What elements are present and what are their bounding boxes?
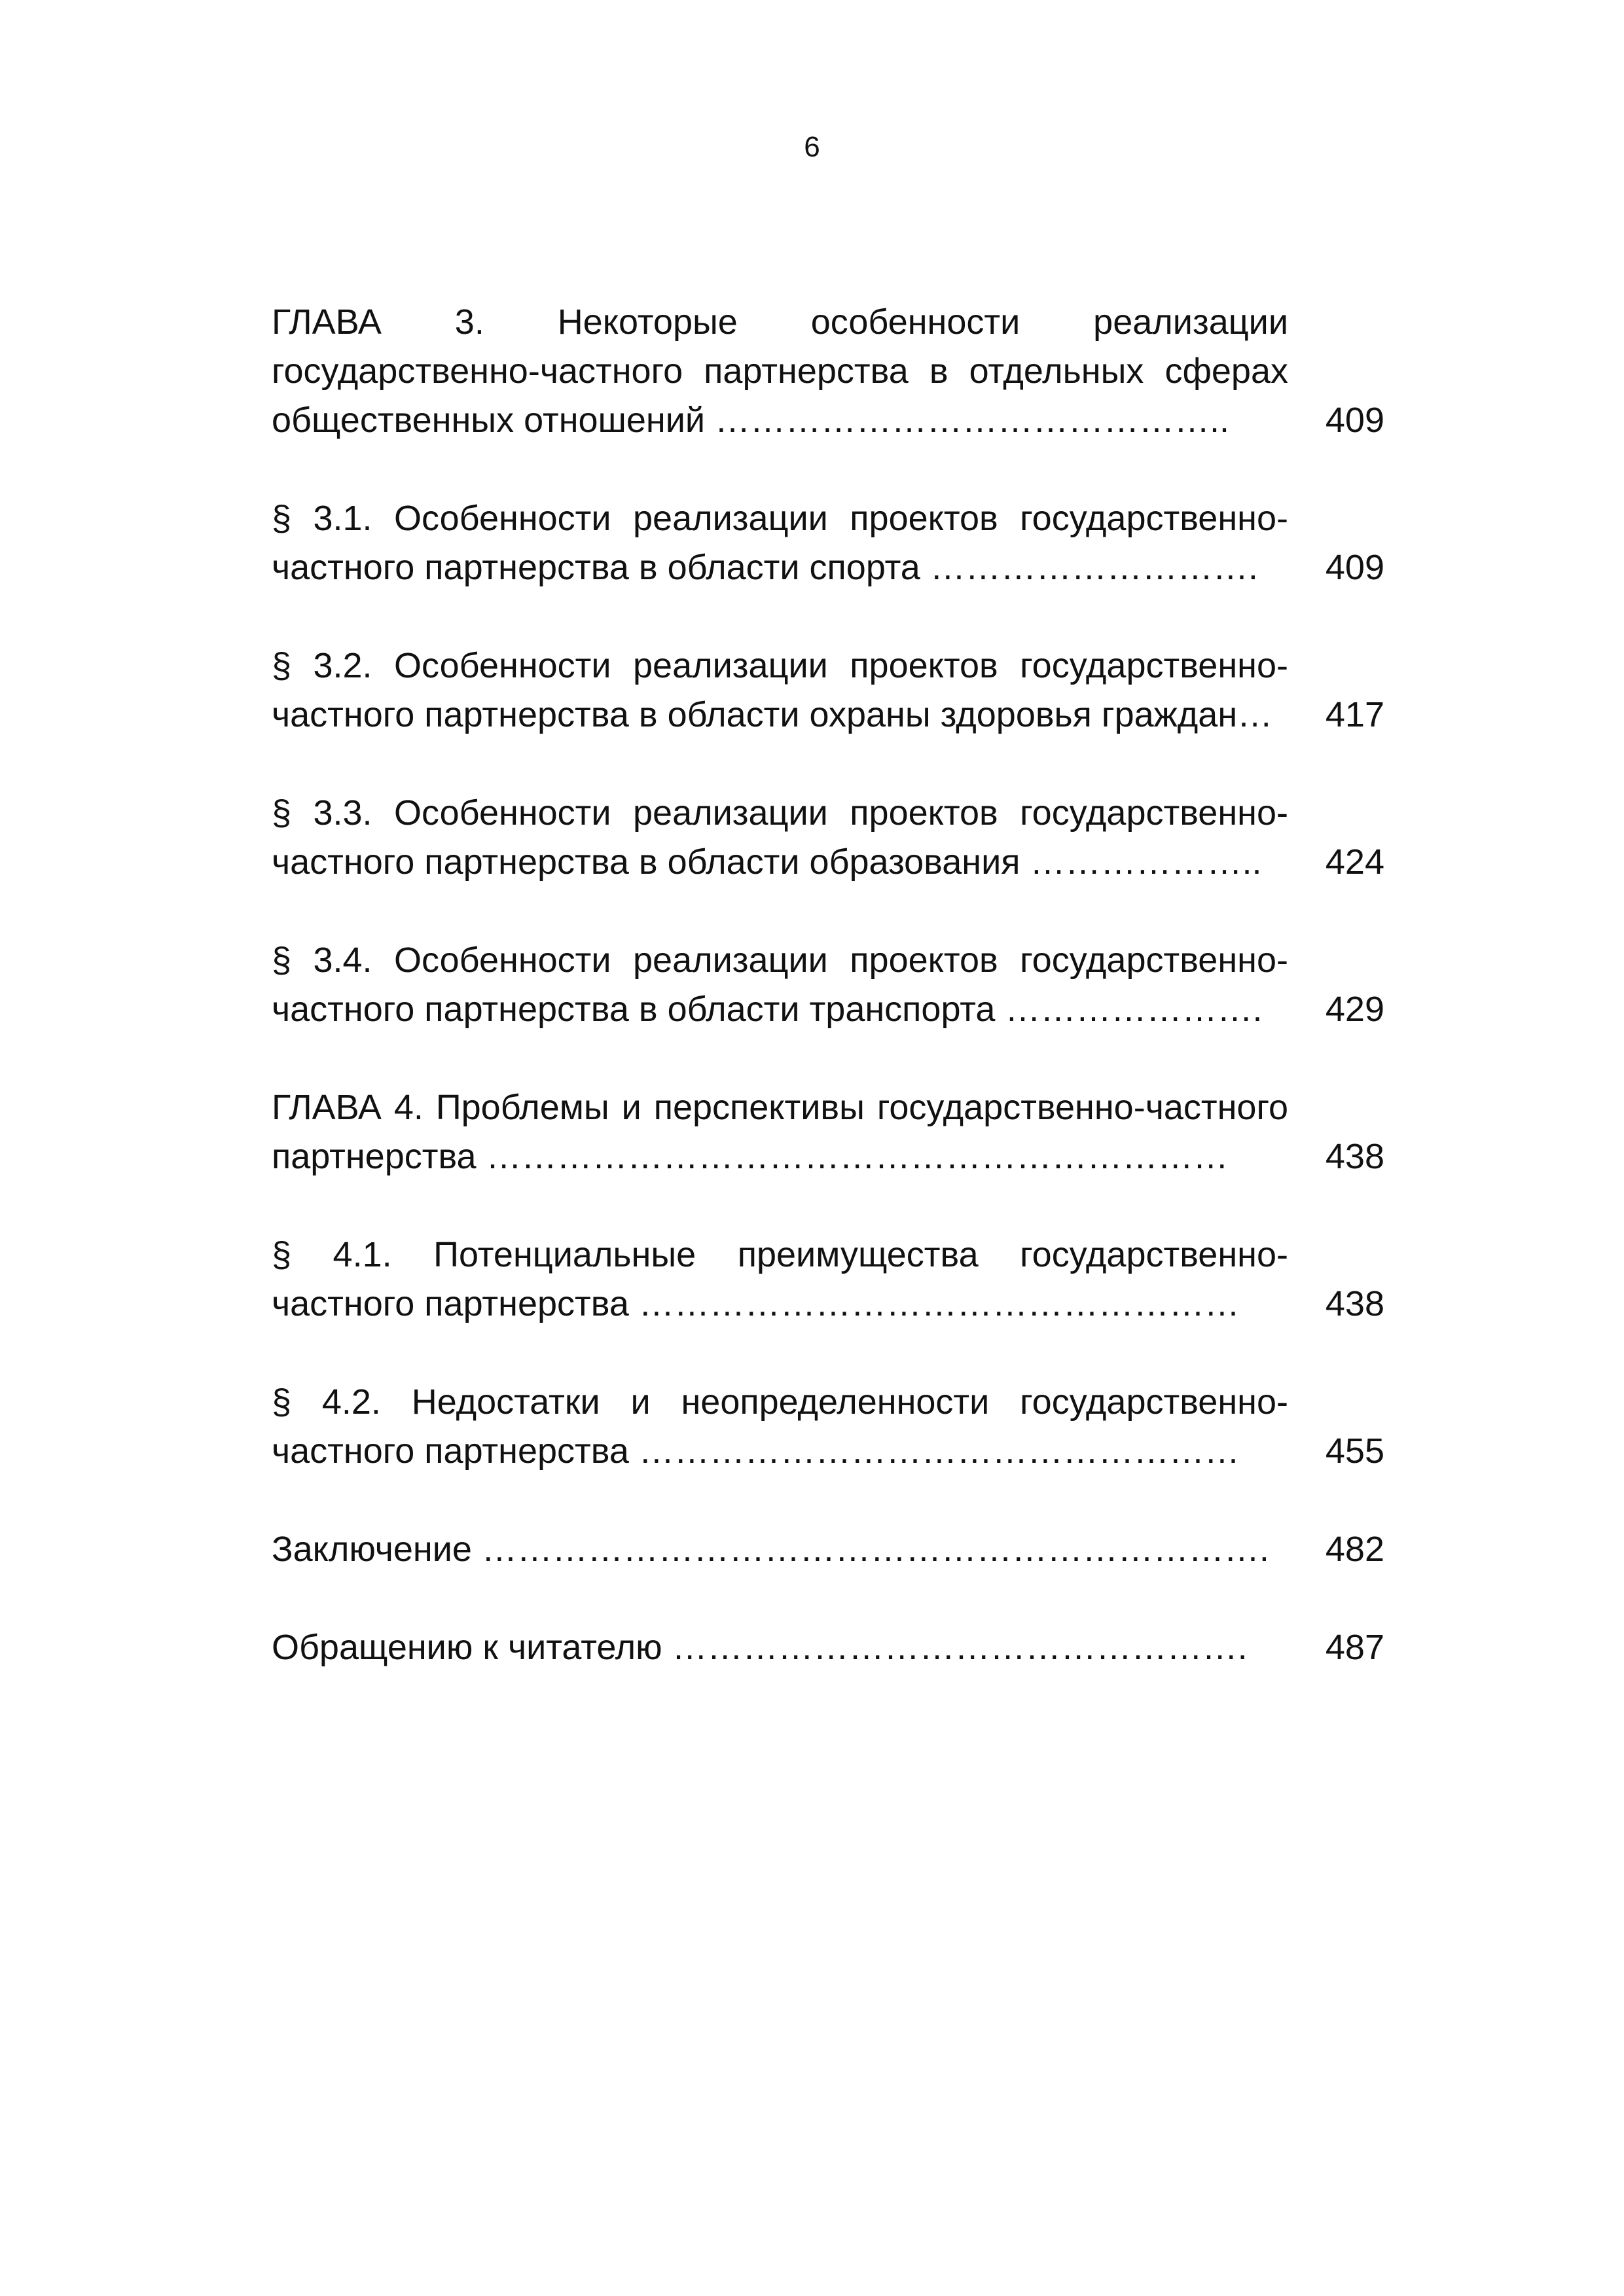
toc-entry-page: 438 bbox=[1325, 1284, 1384, 1323]
toc-entry-section-3-2[interactable] bbox=[272, 641, 1384, 740]
toc-entry-chapter-4[interactable] bbox=[272, 1083, 1384, 1181]
toc-entry-conclusion[interactable] bbox=[272, 1525, 1384, 1574]
toc-entry-page: 417 bbox=[1325, 695, 1384, 734]
toc-entry-title: § 3.2. Особенности реализации проектов государственно-частного партнерства в области охраны здоровья граждан… bbox=[272, 646, 1288, 734]
toc-entry-title: § 3.3. Особенности реализации проектов государственно-частного партнерства в области образования ……………….. bbox=[272, 793, 1288, 882]
toc-entry-page: 409 bbox=[1325, 401, 1384, 440]
toc-entry-section-3-1[interactable] bbox=[272, 494, 1384, 592]
toc-entry-title: § 3.1. Особенности реализации проектов государственно-частного партнерства в области спорта ………………………. bbox=[272, 499, 1288, 587]
toc-entry-section-4-2[interactable] bbox=[272, 1378, 1384, 1476]
toc-entry-page: 455 bbox=[1325, 1431, 1384, 1471]
toc-entry-page: 482 bbox=[1325, 1530, 1384, 1569]
toc-entry-page: 409 bbox=[1325, 548, 1384, 587]
toc-entry-title: Обращению к читателю …………………………………………. bbox=[272, 1628, 1248, 1667]
toc-entry-chapter-3[interactable] bbox=[272, 298, 1384, 445]
toc-entry-title: § 4.1. Потенциальные преимущества государственно-частного партнерства …………………………………………… bbox=[272, 1235, 1288, 1323]
toc-entry-page: 429 bbox=[1325, 990, 1384, 1029]
toc-entry-section-3-3[interactable] bbox=[272, 789, 1384, 887]
toc-entry-title: ГЛАВА 3. Некоторые особенности реализации государственно-частного партнерства в отдельных сферах общественных отношений …………………………………….. bbox=[272, 302, 1288, 440]
toc-entry-section-3-4[interactable] bbox=[272, 936, 1384, 1034]
toc-entry-page: 424 bbox=[1325, 842, 1384, 882]
table-of-contents bbox=[272, 298, 1384, 1721]
toc-entry-title: Заключение …………………………………………………………. bbox=[272, 1530, 1269, 1569]
toc-entry-section-4-1[interactable] bbox=[272, 1230, 1384, 1329]
toc-entry-page: 438 bbox=[1325, 1137, 1384, 1176]
toc-entry-address-to-reader[interactable] bbox=[272, 1623, 1384, 1672]
toc-entry-title: § 3.4. Особенности реализации проектов государственно-частного партнерства в области транспорта …………………. bbox=[272, 941, 1288, 1029]
toc-entry-title: ГЛАВА 4. Проблемы и перспективы государственно-частного партнерства ……………………………………………………… bbox=[272, 1088, 1288, 1176]
page-number: 6 bbox=[804, 131, 820, 163]
toc-entry-page: 487 bbox=[1325, 1628, 1384, 1667]
toc-entry-title: § 4.2. Недостатки и неопределенности государственно-частного партнерства …………………………………………… bbox=[272, 1382, 1288, 1471]
